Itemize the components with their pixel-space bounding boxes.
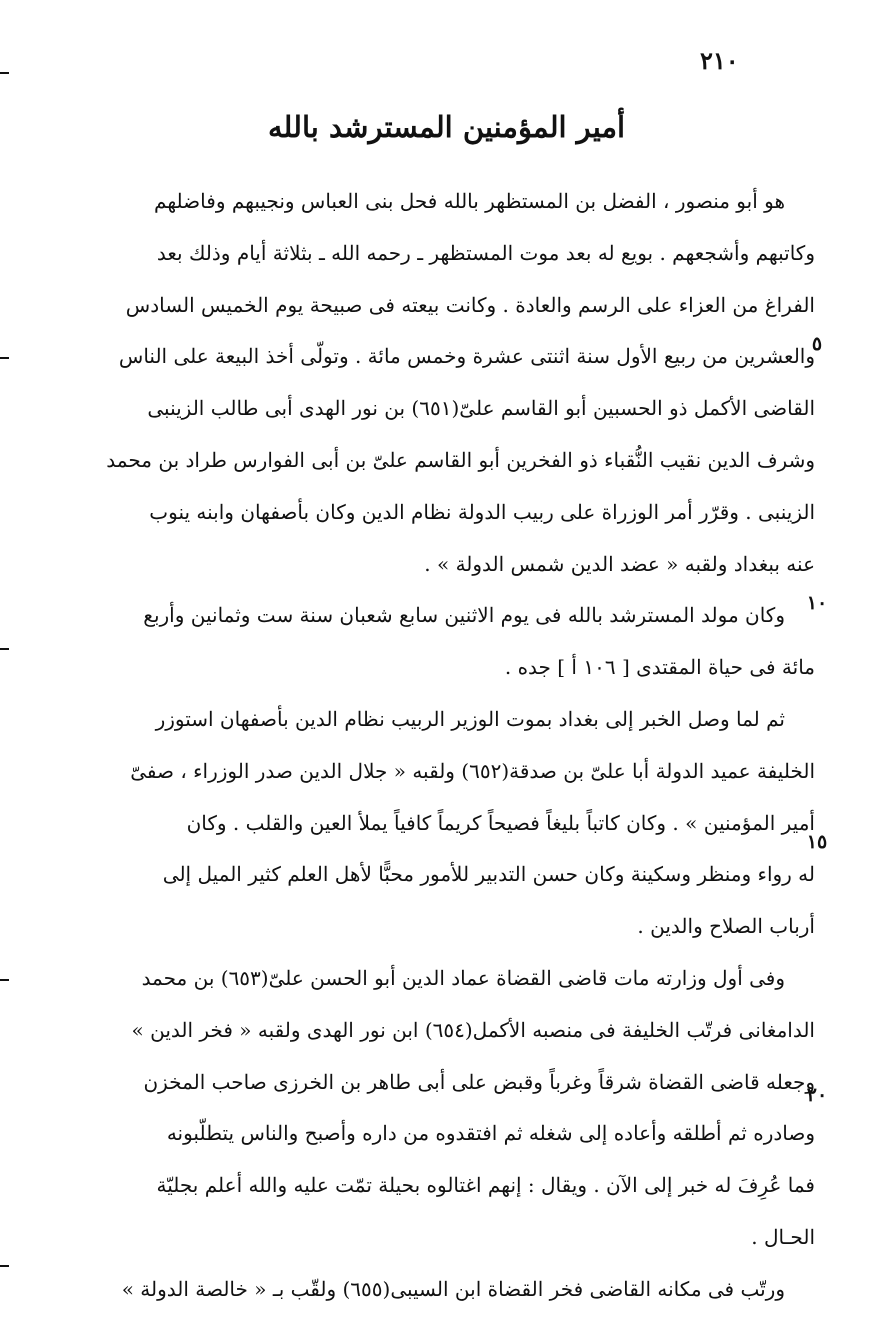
text-line: له رواء ومنظر وسكينة وكان حسن التدبير للأمور محبًّا لأهل العلم كثير الميل إلى bbox=[162, 862, 815, 887]
text-line: الدامغانى فرتّب الخليفة فى منصبه الأكمل(٦٥٤) ابن نور الهدى ولقبه « فخر الدين » bbox=[131, 1017, 815, 1042]
text-line: أمير المؤمنين » . وكان كاتباً بليغاً فصيحاً كريماً كافياً يملأ العين والقلب . وكان bbox=[186, 810, 815, 835]
text-line: أرباب الصلاح والدين . bbox=[637, 914, 815, 939]
text-line: فما عُرِفَ له خبر إلى الآن . ويقال : إنهم اغتالوه بحيلة تمّت عليه والله أعلم بجليّة bbox=[156, 1173, 815, 1198]
scan-edge-mark bbox=[0, 1265, 9, 1267]
text-line: ورتّب فى مكانه القاضى فخر القضاة ابن السيبى(٦٥٥) ولقّب بـ « خالصة الدولة » bbox=[121, 1276, 785, 1301]
text-line: وكاتبهم وأشجعهم . بويع له بعد موت المستظهر ـ رحمه الله ـ بثلاثة أيام وذلك بعد bbox=[156, 240, 815, 265]
scan-edge-mark bbox=[0, 72, 9, 74]
text-line: القاضى الأكمل ذو الحسبين أبو القاسم علىّ(٦٥١) بن نور الهدى أبى طالب الزينبى bbox=[147, 396, 815, 421]
text-line: ثم لما وصل الخبر إلى بغداد بموت الوزير الربيب نظام الدين بأصفهان استوزر bbox=[155, 706, 785, 731]
line-number-marker: ٥ bbox=[811, 333, 823, 355]
text-line: هو أبو منصور ، الفضل بن المستظهر بالله فحل بنى العباس ونجيبهم وفاضلهم bbox=[154, 189, 785, 213]
text-line: مائة فى حياة المقتدى [ ١٠٦ أ ] جده . bbox=[504, 655, 815, 680]
line-number-marker: ٢٠ bbox=[806, 1084, 828, 1106]
text-line: عنه ببغداد ولقبه « عضد الدين شمس الدولة » . bbox=[424, 551, 815, 576]
text-line: الخليفة عميد الدولة أبا علىّ بن صدقة(٦٥٢) ولقبه « جلال الدين صدر الوزراء ، صفىّ bbox=[130, 758, 815, 783]
text-line: والعشرين من ربيع الأول سنة اثنتى عشرة وخمس مائة . وتولّى أخذ البيعة على الناس bbox=[118, 344, 815, 369]
text-line: الزينبى . وقرّر أمر الوزراة على ربيب الدولة نظام الدين وكان بأصفهان وابنه ينوب bbox=[149, 499, 815, 524]
text-line: وجعله قاضى القضاة شرقاً وغرباً وقبض على أبى طاهر بن الخرزى صاحب المخزن bbox=[143, 1069, 815, 1094]
text-line: وفى أول وزارته مات قاضى القضاة عماد الدين أبو الحسن علىّ(٦٥٣) بن محمد bbox=[141, 965, 785, 990]
text-line: الحـال . bbox=[751, 1224, 815, 1249]
line-number-marker: ١٠ bbox=[806, 592, 828, 614]
scan-edge-mark bbox=[0, 648, 9, 650]
line-number-marker: ١٥ bbox=[806, 831, 828, 853]
text-line: الفراغ من العزاء على الرسم والعادة . وكانت بيعته فى صبيحة يوم الخميس السادس bbox=[125, 292, 815, 317]
text-line: وشرف الدين نقيب النُّقباء ذو الفخرين أبو القاسم علىّ بن أبى الفوارس طراد بن محمد bbox=[106, 447, 815, 472]
scan-edge-mark bbox=[0, 357, 9, 359]
page-number: ٢١٠ bbox=[700, 46, 739, 75]
text-line: وكان مولد المسترشد بالله فى يوم الاثنين سابع شعبان سنة ست وثمانين وأربع bbox=[143, 603, 785, 628]
chapter-title: أمير المؤمنين المسترشد بالله bbox=[267, 110, 626, 144]
body-text bbox=[100, 176, 815, 1316]
text-line: وصادره ثم أطلقه وأعاده إلى شغله ثم افتقدوه من داره وأصبح والناس يتطلّبونه bbox=[166, 1121, 815, 1146]
scan-edge-mark bbox=[0, 979, 9, 981]
